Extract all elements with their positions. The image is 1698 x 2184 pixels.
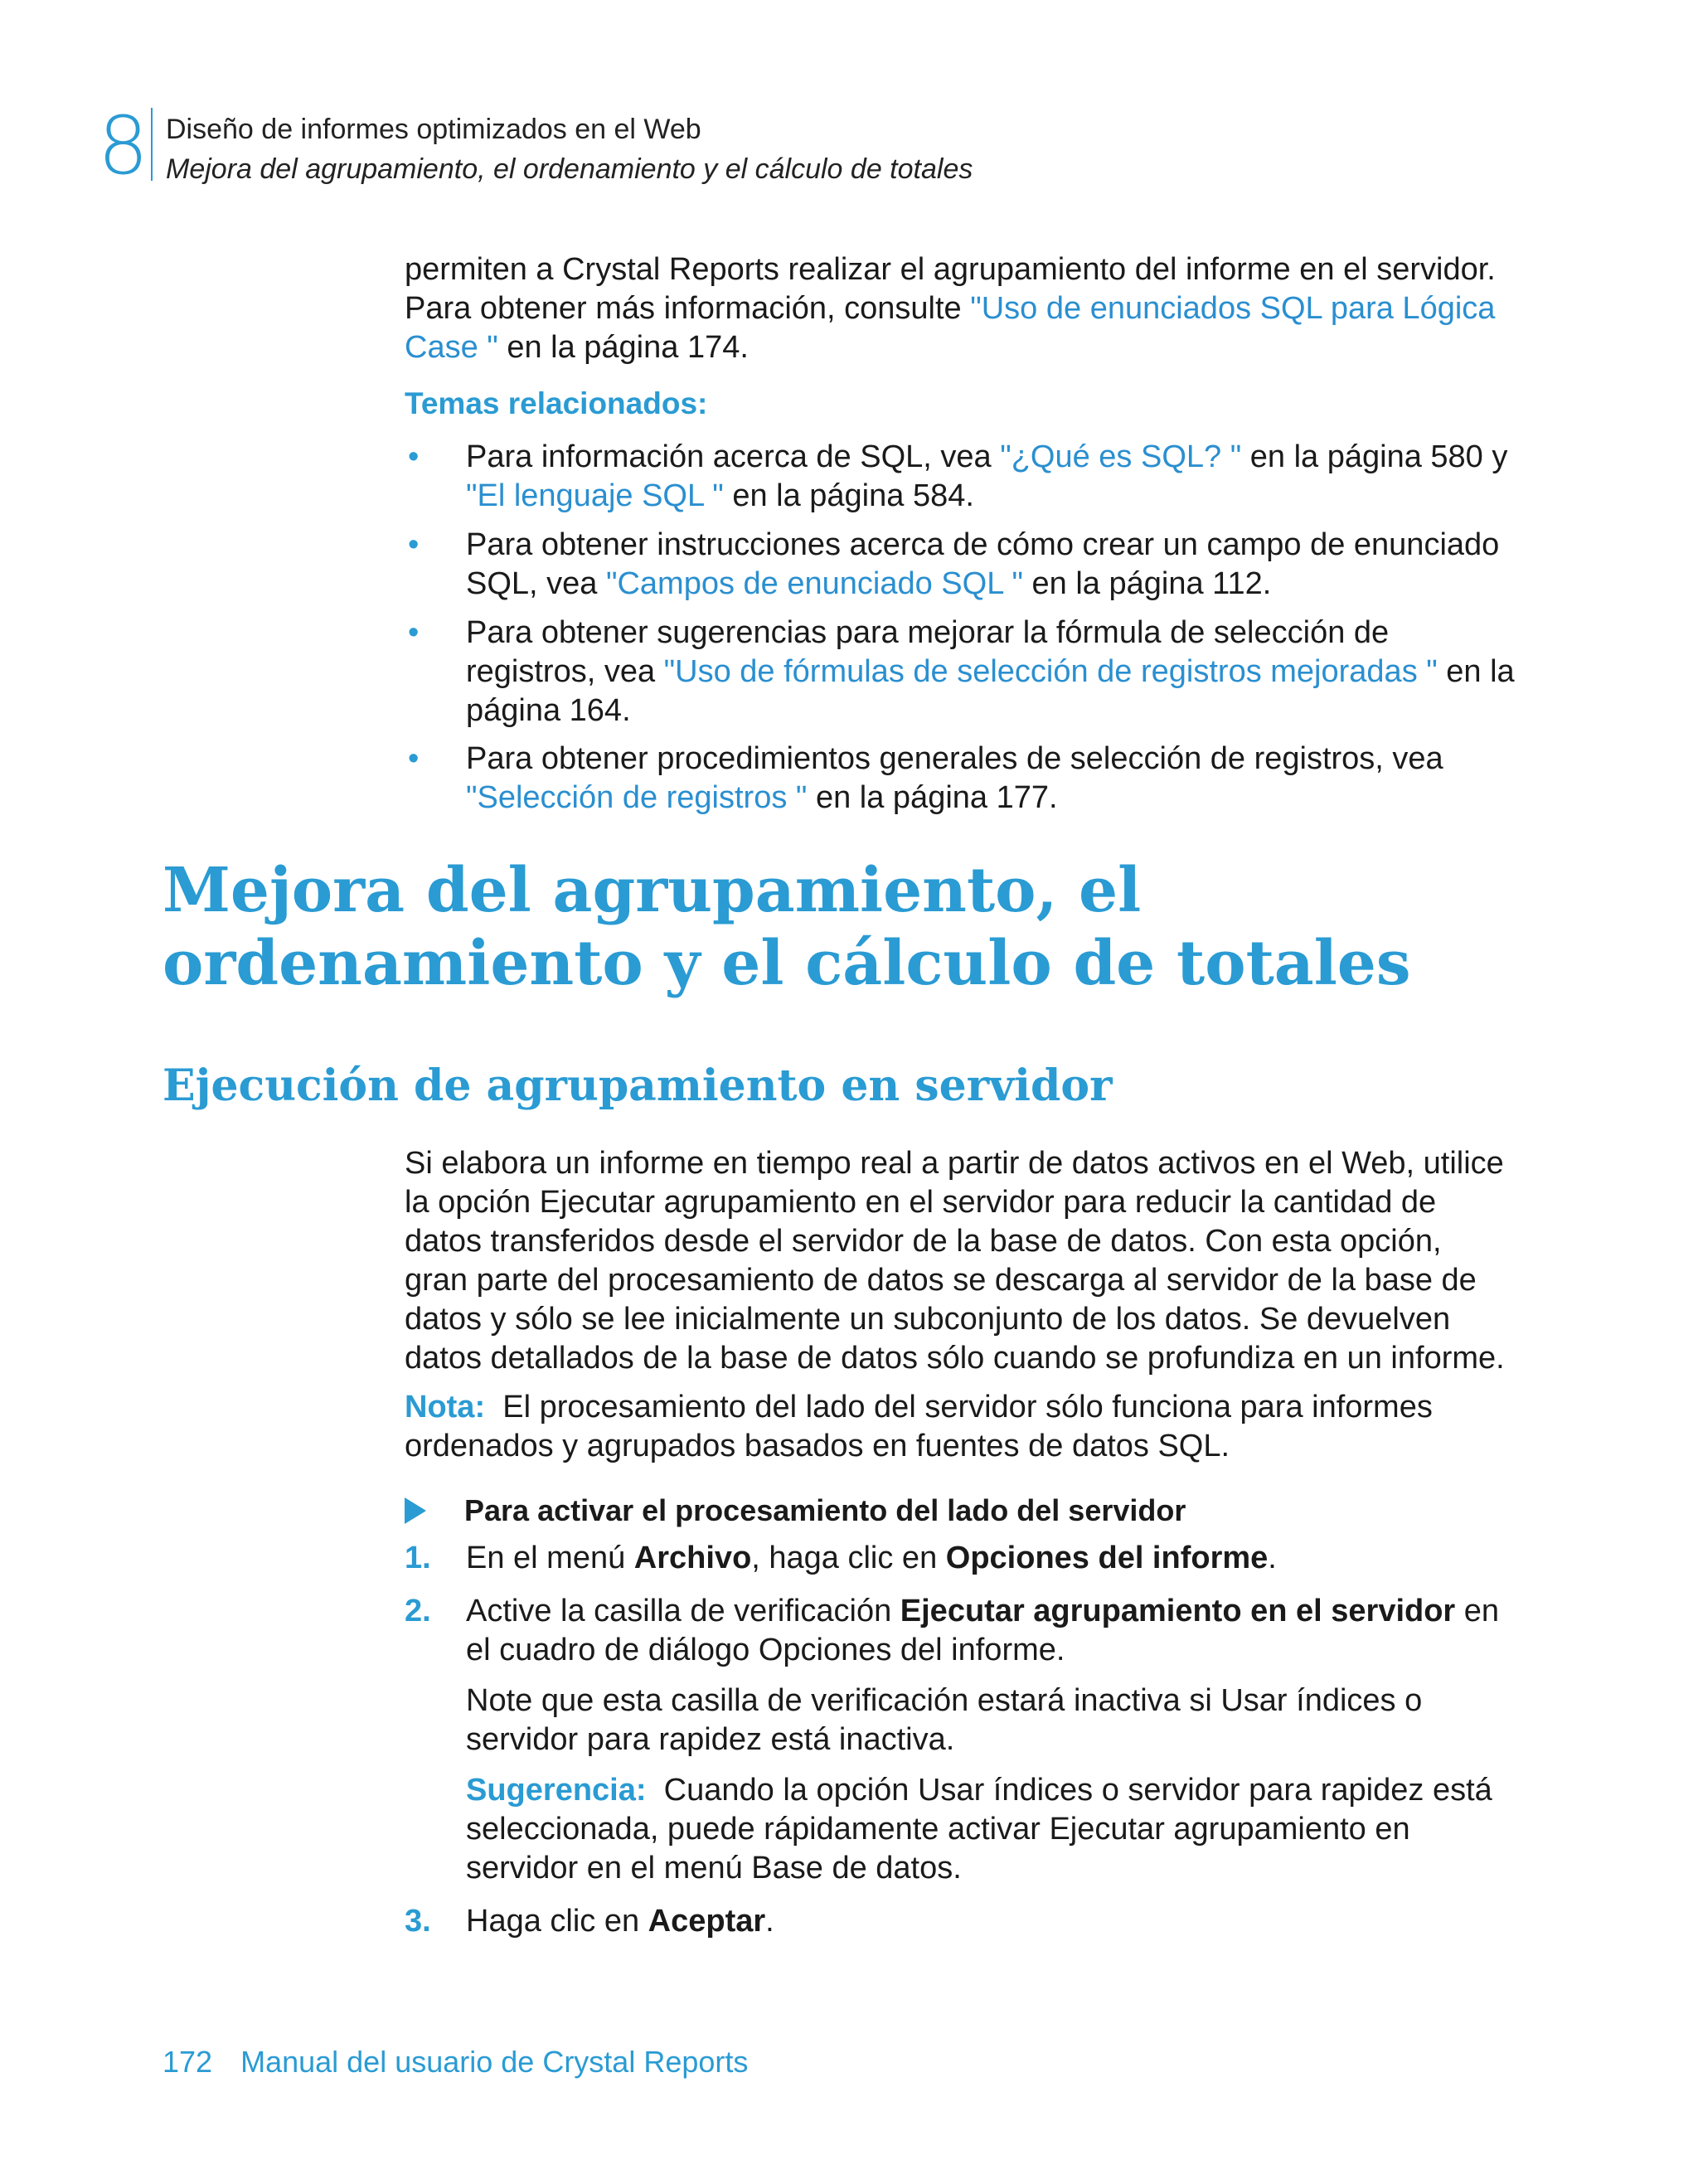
list-item [405, 438, 1516, 516]
step-number: 1. [405, 1541, 431, 1575]
intro-text-end: en la página 174. [497, 330, 749, 365]
step-text: En el menú [466, 1541, 634, 1575]
list-item [405, 740, 1516, 818]
related-link[interactable]: "Campos de enunciado SQL " [605, 566, 1023, 601]
note [405, 1388, 1507, 1466]
item-text: en la página 164. [466, 654, 1515, 728]
list-item [405, 614, 1516, 730]
related-list [405, 740, 1516, 818]
item-text: en la página 177. [807, 780, 1058, 815]
procedure-step [405, 1902, 1516, 1941]
related-topics-heading: Temas relacionados: [405, 386, 708, 420]
step-text: en el cuadro de diálogo Opciones del informe. [466, 1594, 1500, 1667]
procedure-title [405, 1491, 1186, 1530]
list-item [405, 526, 1516, 604]
related-list [405, 614, 1516, 730]
item-text: en la página 580 y [1241, 439, 1508, 474]
step-text: . [765, 1904, 774, 1939]
procedure-title-text: Para activar el procesamiento del lado del servidor [464, 1493, 1186, 1527]
related-link[interactable]: "¿Qué es SQL? " [1000, 439, 1242, 474]
procedure-step [405, 1592, 1516, 1888]
bullet-icon: • [408, 741, 420, 776]
button-name: Aceptar [648, 1904, 766, 1939]
related-link[interactable]: "Selección de registros " [466, 780, 808, 815]
subsection-heading: Ejecución de agrupamiento en servidor [163, 1060, 1113, 1111]
step-number: 2. [405, 1594, 431, 1628]
item-text: en la página 112. [1022, 566, 1272, 601]
step-text: . [1268, 1541, 1277, 1575]
option-name: Ejecutar agrupamiento en el servidor [900, 1594, 1456, 1628]
note-text: El procesamiento del lado del servidor sólo funciona para informes ordenados y agrupados basados en fuentes de datos SQL. [405, 1390, 1433, 1463]
page-footer [163, 2045, 748, 2080]
procedure-step [405, 1539, 1516, 1578]
tip-label: Sugerencia: [466, 1773, 647, 1808]
bullet-icon: • [408, 615, 420, 650]
item-text: Para información acerca de SQL, vea [466, 439, 1001, 474]
section-paragraph [405, 1144, 1507, 1378]
related-link[interactable]: "Uso de fórmulas de selección de registros mejoradas " [663, 654, 1438, 689]
intro-paragraph [405, 250, 1507, 367]
intro-text: permiten a Crystal Reports realizar el agrupamiento del informe en el servidor. Para obtener más información, consulte [405, 252, 1496, 326]
chapter-title: Diseño de informes optimizados en el Web [166, 114, 701, 145]
step-text: Haga clic en [466, 1904, 648, 1939]
related-list [405, 526, 1516, 604]
chapter-divider [151, 108, 153, 181]
bullet-icon: • [408, 527, 420, 562]
chapter-number: 8 [98, 99, 149, 192]
bullet-icon: • [408, 439, 420, 474]
note-label: Nota: [405, 1390, 486, 1424]
related-link[interactable]: "El lenguaje SQL " [466, 478, 724, 513]
step-text: , haga clic en [751, 1541, 946, 1575]
item-text: Para obtener procedimientos generales de selección de registros, vea [466, 741, 1443, 776]
body-text: Si elabora un informe en tiempo real a partir de datos activos en el Web, utilice la opción Ejecutar agrupamiento en el servidor para reducir la cantidad de datos transferidos desde el servidor de la base de datos. Con esta opción, gran parte del procesamiento de datos se descarga al servidor de la base de datos y sólo se lee inicialmente un subconjunto de los datos. Se devuelven datos detallados de la base de datos sólo cuando se profundiza en un informe. [405, 1146, 1505, 1376]
running-header [166, 109, 973, 189]
menu-name: Archivo [633, 1541, 752, 1575]
page-number: 172 [163, 2045, 213, 2079]
procedure-arrow-icon [405, 1497, 426, 1524]
step-text: Active la casilla de verificación [466, 1594, 900, 1628]
step-number: 3. [405, 1904, 431, 1939]
tip-text: Cuando la opción Usar índices o servidor para rapidez está seleccionada, puede rápidamente activar Ejecutar agrupamiento en servidor en el menú Base de datos. [466, 1773, 1492, 1886]
book-title: Manual del usuario de Crystal Reports [240, 2045, 749, 2079]
intro-link[interactable]: "Uso de enunciados SQL para Lógica Case " [405, 291, 1496, 365]
item-text: Para obtener instrucciones acerca de cómo crear un campo de enunciado SQL, vea [466, 527, 1500, 601]
section-heading: Mejora del agrupamiento, el ordenamiento y el cálculo de totales [163, 855, 1411, 999]
related-list [405, 438, 1516, 516]
item-text: en la página 584. [723, 478, 974, 513]
step-note: Note que esta casilla de verificación estará inactiva si Usar índices o servidor para rapidez está inactiva. [466, 1683, 1423, 1757]
command-name: Opciones del informe [945, 1541, 1269, 1575]
section-title: Mejora del agrupamiento, el ordenamiento y el cálculo de totales [166, 153, 973, 185]
item-text: Para obtener sugerencias para mejorar la fórmula de selección de registros, vea [466, 615, 1390, 689]
